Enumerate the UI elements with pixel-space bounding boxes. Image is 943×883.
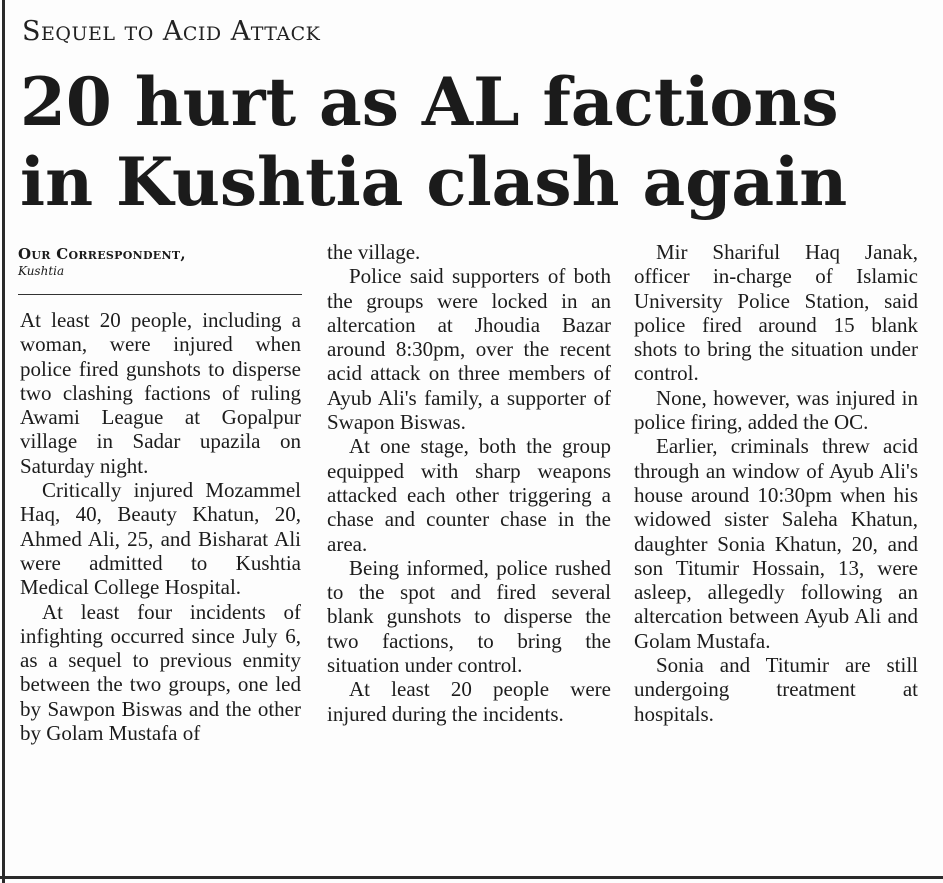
byline — [18, 244, 300, 278]
paragraph: the village. — [327, 240, 421, 264]
paragraph: Being informed, police rushed to the spot and fired several blank gunshots to disperse the two factions, to bring the situation under control. — [327, 555, 611, 678]
paragraph: At least 20 people were injured during the incidents. — [327, 677, 611, 726]
paragraph: Sonia and Titumir are still undergoing treatment at hospitals. — [634, 653, 918, 726]
paragraph: At one stage, both the group equipped with sharp weapons attacked each other triggering a chase and counter chase in the area. — [327, 434, 611, 556]
kicker: Sequel to Acid Attack — [22, 16, 321, 47]
article-column-1 — [20, 308, 301, 745]
paragraph: None, however, was injured in police firing, added the OC. — [634, 385, 918, 435]
left-border-rule — [2, 0, 5, 883]
headline: 20 hurt as AL factions in Kushtia clash again — [20, 63, 848, 221]
paragraph: At least 20 people, including a woman, were injured when police fired gunshots to disperse two clashing factions of ruling Awami League at Gopalpur village in Sadar upazila on Saturday night. — [20, 308, 301, 478]
paragraph: Critically injured Mozammel Haq, 40, Beauty Khatun, 20, Ahmed Ali, 25, and Bisharat Ali were admitted to Kushtia Medical College Hospital. — [20, 478, 301, 600]
paragraph: At least four incidents of infighting occurred since July 6, as a sequel to previous enmity between the two groups, one led by Sawpon Biswas and the other by Golam Mustafa of — [20, 599, 301, 746]
paragraph: Police said supporters of both the groups were locked in an altercation at Jhoudia Bazar around 8:30pm, over the recent acid attack on three members of Ayub Ali's family, a supporter of Swapon Biswas. — [327, 264, 611, 435]
byline-dateline: Kushtia — [18, 264, 65, 278]
paragraph: Earlier, criminals threw acid through an window of Ayub Ali's house around 10:30pm when his widowed sister Saleha Khatun, daughter Sonia Khatun, 20, and son Titumir Hossain, 13, were asleep, allegedly following an altercation between Ayub Ali and Golam Mustafa. — [634, 434, 918, 653]
bottom-border-rule — [0, 876, 943, 879]
paragraph: Mir Shariful Haq Janak, officer in-charge of Islamic University Police Station, said police fired around 15 blank shots to bring the situation under control. — [634, 240, 918, 386]
byline-author: Our Correspondent, — [18, 245, 186, 263]
article-column-3 — [634, 240, 918, 726]
article-column-2 — [327, 240, 611, 726]
byline-divider — [18, 294, 302, 295]
